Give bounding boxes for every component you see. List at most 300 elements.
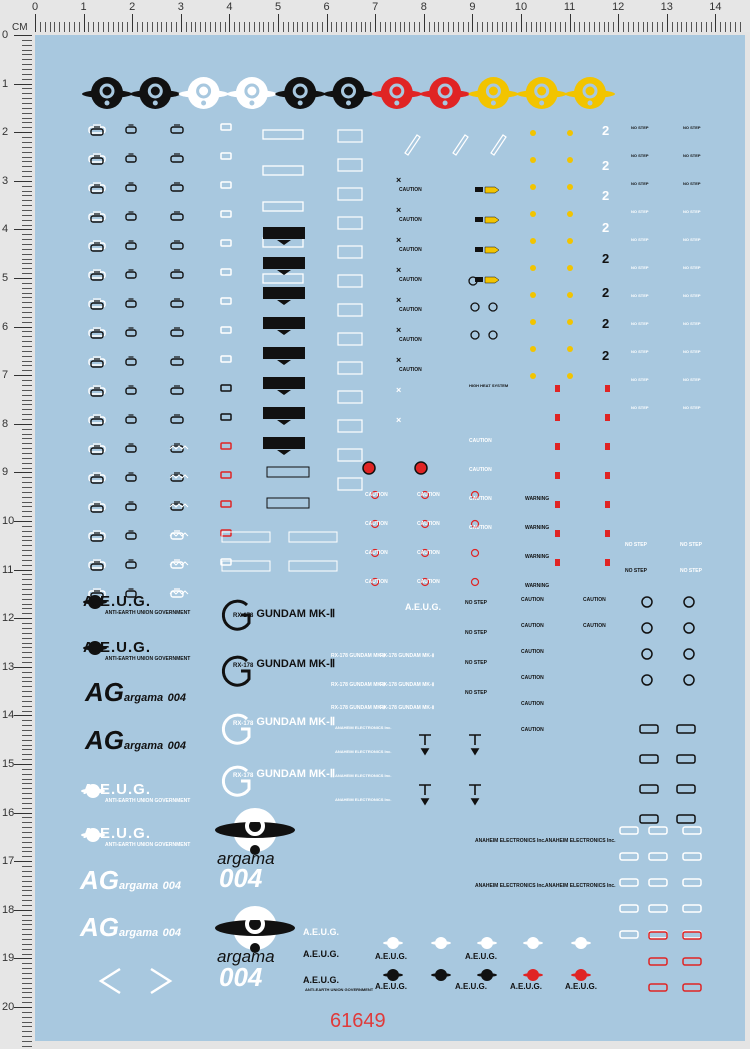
ruler-tick bbox=[414, 22, 415, 32]
ruler-tick bbox=[22, 720, 32, 721]
vent-arrow bbox=[277, 450, 291, 455]
decal-label: CAUTION bbox=[417, 492, 440, 498]
ruler-tick bbox=[22, 322, 32, 323]
ruler-number-left: 19 bbox=[2, 952, 15, 965]
decal-label: A.E.U.G. bbox=[375, 982, 408, 991]
ruler-tick bbox=[502, 22, 503, 32]
aeug-emblem-dot bbox=[249, 101, 254, 106]
ruler-number-left: 2 bbox=[2, 126, 9, 139]
decal-label: NO STEP bbox=[631, 181, 649, 186]
ruler-tick bbox=[239, 22, 240, 32]
ruler-tick bbox=[22, 526, 32, 527]
ruler-tick bbox=[22, 487, 32, 488]
ruler-tick bbox=[98, 22, 99, 32]
link-decal bbox=[677, 785, 695, 793]
ruler-tick bbox=[400, 22, 401, 32]
decal-label: CAUTION bbox=[365, 550, 388, 556]
link-decal-white bbox=[620, 853, 638, 860]
ruler-tick bbox=[22, 506, 32, 507]
ruler-tick bbox=[657, 22, 658, 32]
yellow-mark bbox=[530, 265, 536, 271]
decal-label: A.E.U.G. bbox=[510, 982, 543, 991]
ruler-tick bbox=[22, 594, 32, 595]
vent-arrow bbox=[277, 330, 291, 335]
ruler-tick bbox=[22, 1017, 32, 1018]
ruler-tick bbox=[22, 468, 32, 469]
ruler-tick bbox=[22, 769, 32, 770]
x-marker: × bbox=[396, 205, 402, 215]
ruler-tick bbox=[14, 132, 32, 133]
vent-decal-black bbox=[263, 257, 305, 269]
aeug-small-emblem-wing bbox=[383, 941, 403, 945]
ruler-tick bbox=[22, 555, 32, 556]
ruler-tick bbox=[22, 881, 32, 882]
ruler-tick bbox=[22, 395, 32, 396]
marking-decal bbox=[221, 501, 231, 507]
marking-decal bbox=[221, 124, 231, 130]
product-code: 61649 bbox=[330, 1010, 386, 1032]
ruler-tick bbox=[22, 817, 32, 818]
ruler-tick bbox=[14, 910, 32, 911]
marking-decal bbox=[126, 388, 136, 394]
yellow-mark bbox=[567, 211, 573, 217]
ruler-tick bbox=[22, 443, 32, 444]
decal-label: NO STEP bbox=[631, 377, 649, 382]
ruler-tick bbox=[122, 22, 123, 32]
ruler-tick bbox=[22, 871, 32, 872]
ruler-tick bbox=[22, 701, 32, 702]
argama-number-2: 004 bbox=[219, 962, 263, 992]
argama-logo-white-1: AGargama 004 bbox=[80, 865, 181, 895]
ruler-tick bbox=[22, 186, 32, 187]
ruler-number-left: 13 bbox=[2, 660, 15, 673]
marking-decal bbox=[126, 127, 136, 133]
decal-label: RX-178 GUNDAM MK-Ⅱ bbox=[331, 682, 386, 688]
yellow-mark bbox=[530, 319, 536, 325]
ruler-tick bbox=[132, 14, 133, 32]
x-marker: × bbox=[396, 235, 402, 245]
marking-decal bbox=[126, 446, 136, 452]
ruler-tick bbox=[506, 22, 507, 32]
ruler-tick bbox=[327, 14, 328, 32]
ruler-tick bbox=[536, 22, 537, 32]
marking-decal bbox=[171, 214, 183, 220]
ruler-tick bbox=[594, 22, 595, 32]
yellow-mark bbox=[567, 346, 573, 352]
ruler-tick bbox=[93, 22, 94, 32]
marking-decal bbox=[91, 332, 103, 338]
yellow-mark bbox=[567, 319, 573, 325]
marking-decal bbox=[221, 298, 231, 304]
link-decal-red bbox=[649, 958, 667, 965]
marking-decal bbox=[91, 506, 103, 512]
decal-sheet bbox=[35, 35, 745, 1041]
ruler-tick bbox=[22, 599, 32, 600]
ruler-tick bbox=[244, 22, 245, 32]
yellow-mark bbox=[530, 238, 536, 244]
ruler-tick bbox=[643, 22, 644, 32]
ruler-tick bbox=[283, 22, 284, 32]
decal-label: NO STEP bbox=[631, 321, 649, 326]
ruler-tick bbox=[22, 623, 32, 624]
ruler-tick bbox=[448, 22, 449, 32]
ruler-tick bbox=[22, 633, 32, 634]
ruler-tick bbox=[22, 540, 32, 541]
vent-decal-black bbox=[263, 407, 305, 419]
ruler-tick bbox=[278, 14, 279, 32]
ruler-tick bbox=[735, 22, 736, 32]
ruler-tick bbox=[565, 22, 566, 32]
ruler-tick bbox=[322, 22, 323, 32]
decal-label: NO STEP bbox=[465, 630, 487, 636]
decal-label: CAUTION bbox=[583, 597, 606, 603]
ruler-tick bbox=[22, 915, 32, 916]
ruler-tick bbox=[681, 22, 682, 32]
ruler-tick bbox=[22, 531, 32, 532]
null-icon bbox=[684, 597, 694, 607]
null-icon bbox=[642, 597, 652, 607]
yellow-mark bbox=[567, 130, 573, 136]
ruler-tick bbox=[341, 22, 342, 32]
marking-decal bbox=[171, 301, 183, 307]
link-decal-white bbox=[683, 879, 701, 886]
ruler-tick bbox=[108, 22, 109, 32]
ruler-tick bbox=[288, 22, 289, 32]
arrow-decal bbox=[475, 187, 483, 192]
ruler-number-left: 15 bbox=[2, 758, 15, 770]
ruler-tick bbox=[540, 22, 541, 32]
ruler-tick bbox=[22, 613, 32, 614]
ruler-tick bbox=[22, 414, 32, 415]
link-decal-white bbox=[649, 905, 667, 912]
ruler-tick bbox=[482, 22, 483, 32]
vent-decal-black bbox=[263, 437, 305, 449]
ruler-tick bbox=[215, 22, 216, 32]
ruler-tick bbox=[22, 929, 32, 930]
ruler-tick bbox=[633, 22, 634, 32]
arrow-decal bbox=[485, 277, 499, 283]
ruler-tick bbox=[22, 297, 32, 298]
red-bracket bbox=[555, 443, 560, 450]
ruler-tick bbox=[22, 103, 32, 104]
vent-arrow bbox=[277, 240, 291, 245]
ruler-tick bbox=[361, 22, 362, 32]
ruler-tick bbox=[249, 22, 250, 32]
ruler-number-left: 3 bbox=[2, 174, 9, 187]
ruler-tick bbox=[22, 774, 32, 775]
decal-label: CAUTION bbox=[469, 525, 492, 531]
decal-label: RX-178 GUNDAM MK-Ⅱ bbox=[380, 705, 435, 711]
vent-decal-black bbox=[263, 287, 305, 299]
ruler-tick bbox=[463, 22, 464, 32]
ruler-tick bbox=[293, 22, 294, 32]
ruler-tick bbox=[22, 351, 32, 352]
ruler-tick bbox=[22, 191, 32, 192]
x-marker: × bbox=[396, 295, 402, 305]
marking-decal bbox=[91, 303, 103, 309]
marking-decal bbox=[171, 272, 183, 278]
ruler-tick bbox=[14, 181, 32, 182]
ruler-tick bbox=[375, 14, 376, 32]
aeug-emblem-dot bbox=[201, 101, 206, 106]
ruler-tick bbox=[22, 677, 32, 678]
ruler-tick bbox=[88, 22, 89, 32]
marking-decal bbox=[91, 216, 103, 222]
argama-word-1: argama bbox=[217, 849, 275, 868]
ruler-tick bbox=[22, 574, 32, 575]
link-decal bbox=[640, 725, 658, 733]
marking-decal bbox=[221, 385, 231, 391]
ruler-tick bbox=[22, 895, 32, 896]
decal-label: A.E.U.G. bbox=[303, 975, 340, 985]
ruler-tick bbox=[157, 22, 158, 32]
ruler-tick bbox=[22, 69, 32, 70]
yellow-mark bbox=[567, 184, 573, 190]
vent-arrow bbox=[277, 300, 291, 305]
marking-decal bbox=[126, 330, 136, 336]
ruler-tick bbox=[380, 22, 381, 32]
ruler-tick bbox=[22, 98, 32, 99]
ruler-tick bbox=[419, 22, 420, 32]
ruler-tick bbox=[14, 667, 32, 668]
ruler-tick bbox=[22, 711, 32, 712]
bracket-arrow bbox=[419, 735, 431, 754]
ruler-tick bbox=[22, 385, 32, 386]
ruler-tick bbox=[14, 570, 32, 571]
decal-label: NO STEP bbox=[631, 349, 649, 354]
ruler-tick bbox=[229, 14, 230, 32]
decal-label: CAUTION bbox=[399, 367, 422, 373]
decal-label: A.E.U.G. bbox=[405, 602, 442, 612]
ruler-number-top: 9 bbox=[469, 1, 476, 13]
ruler-tick bbox=[22, 259, 32, 260]
marking-decal bbox=[126, 185, 136, 191]
decal-label: ANAHEIM ELECTRONICS Inc. bbox=[475, 883, 546, 889]
ruler-tick bbox=[40, 22, 41, 32]
ruler-tick bbox=[22, 949, 32, 950]
red-bracket bbox=[555, 530, 560, 537]
ruler-tick bbox=[22, 157, 32, 158]
ruler-tick bbox=[22, 1046, 32, 1047]
marking-decal bbox=[171, 417, 183, 423]
decal-label: CAUTION bbox=[469, 438, 492, 444]
decal-label: CAUTION bbox=[399, 217, 422, 223]
decal-label: ANAHEIM ELECTRONICS Inc. bbox=[545, 883, 616, 889]
decal-label: NO STEP bbox=[631, 209, 649, 214]
ruler-tick bbox=[511, 22, 512, 32]
bracket-arrow bbox=[469, 785, 481, 804]
ruler-tick bbox=[205, 22, 206, 32]
ruler-tick bbox=[22, 798, 32, 799]
marking-decal bbox=[91, 419, 103, 425]
ruler-tick bbox=[608, 22, 609, 32]
ruler-tick bbox=[22, 793, 32, 794]
ruler-tick bbox=[604, 22, 605, 32]
ruler-tick bbox=[297, 22, 298, 32]
ruler-tick bbox=[22, 152, 32, 153]
red-bracket bbox=[555, 414, 560, 421]
ruler-tick bbox=[22, 205, 32, 206]
ruler-tick bbox=[22, 409, 32, 410]
vent-decal bbox=[263, 130, 303, 139]
marking-decal bbox=[91, 129, 103, 135]
marking-decal bbox=[221, 472, 231, 478]
ruler-tick bbox=[14, 958, 32, 959]
ruler-tick bbox=[14, 84, 32, 85]
marking-decal bbox=[171, 330, 183, 336]
ruler-tick bbox=[22, 108, 32, 109]
gundam-mk2-white-1: RX-178 GUNDAM MK-Ⅱ bbox=[233, 716, 336, 728]
decal-label: ANAHEIM ELECTRONICS Inc. bbox=[335, 749, 392, 754]
marking-decal bbox=[91, 158, 103, 164]
ruler-tick bbox=[701, 22, 702, 32]
ruler-tick bbox=[22, 273, 32, 274]
ruler-tick bbox=[22, 788, 32, 789]
ruler-tick bbox=[14, 229, 32, 230]
red-bracket bbox=[605, 530, 610, 537]
plate-decal-white bbox=[222, 561, 270, 571]
ruler-number-top: 1 bbox=[80, 1, 87, 13]
ruler-tick bbox=[22, 370, 32, 371]
spring-decal bbox=[170, 504, 188, 507]
ruler-tick bbox=[560, 22, 561, 32]
argama-logo-black-2: AGargama 004 bbox=[85, 725, 186, 755]
link-decal-red bbox=[683, 958, 701, 965]
ruler-tick bbox=[468, 22, 469, 32]
ruler-tick bbox=[22, 686, 32, 687]
x-marker: × bbox=[396, 385, 402, 395]
marking-decal bbox=[171, 388, 183, 394]
vent-decal bbox=[263, 274, 303, 283]
ruler-tick bbox=[22, 516, 32, 517]
decal-label: NO STEP bbox=[683, 321, 701, 326]
ruler-tick bbox=[22, 511, 32, 512]
recycle-icon bbox=[471, 331, 479, 339]
link-decal bbox=[677, 815, 695, 823]
ruler-tick bbox=[268, 22, 269, 32]
ruler-tick bbox=[147, 22, 148, 32]
number-two: 2 bbox=[602, 348, 610, 363]
decal-label: NO STEP bbox=[683, 377, 701, 382]
marking-decal bbox=[91, 564, 103, 570]
decal-label: RX-178 GUNDAM MK-Ⅱ bbox=[380, 682, 435, 688]
vent-decal-black bbox=[263, 377, 305, 389]
ruler-tick bbox=[677, 22, 678, 32]
red-bracket bbox=[605, 385, 610, 392]
decal-label: NO STEP bbox=[631, 237, 649, 242]
decal-label: NO STEP bbox=[683, 153, 701, 158]
link-decal bbox=[640, 755, 658, 763]
ruler-tick bbox=[176, 22, 177, 32]
decal-label: NO STEP bbox=[465, 600, 487, 606]
ruler-tick bbox=[171, 22, 172, 32]
decal-label: NO STEP bbox=[625, 542, 647, 548]
link-decal-red bbox=[649, 984, 667, 991]
ruler-tick bbox=[22, 696, 32, 697]
marking-decal bbox=[221, 327, 231, 333]
ruler-tick bbox=[22, 1031, 32, 1032]
ruler-tick bbox=[22, 64, 32, 65]
ruler-number-top: 4 bbox=[226, 1, 233, 13]
ruler-tick bbox=[22, 1012, 32, 1013]
ruler-tick bbox=[22, 832, 32, 833]
red-bracket bbox=[605, 414, 610, 421]
decal-label: NO STEP bbox=[683, 209, 701, 214]
ruler-tick bbox=[22, 254, 32, 255]
ruler-number-left: 7 bbox=[2, 369, 9, 382]
ruler-unit: CM bbox=[12, 22, 28, 33]
ruler-tick bbox=[152, 22, 153, 32]
ruler-number-left: 14 bbox=[2, 709, 15, 722]
ruler-tick bbox=[22, 502, 32, 503]
plate-decal-white bbox=[289, 532, 337, 542]
ruler-tick bbox=[22, 419, 32, 420]
aeug-emblem-dot bbox=[346, 101, 351, 106]
marking-decal bbox=[126, 301, 136, 307]
decal-label: CAUTION bbox=[469, 496, 492, 502]
ruler-tick bbox=[574, 22, 575, 32]
arrow-decal bbox=[485, 247, 499, 253]
ruler-tick bbox=[385, 22, 386, 32]
marking-decal bbox=[126, 359, 136, 365]
ruler-tick bbox=[22, 1022, 32, 1023]
ruler-tick bbox=[22, 161, 32, 162]
marking-decal bbox=[126, 417, 136, 423]
ruler-tick bbox=[22, 263, 32, 264]
ruler-tick bbox=[84, 14, 85, 32]
ruler-tick bbox=[186, 22, 187, 32]
ruler-tick bbox=[59, 22, 60, 32]
ruler-tick bbox=[370, 22, 371, 32]
ruler-tick bbox=[22, 220, 32, 221]
marking-decal bbox=[221, 414, 231, 420]
ruler-number-top: 11 bbox=[563, 1, 576, 13]
ruler-tick bbox=[22, 652, 32, 653]
ruler-tick bbox=[225, 22, 226, 32]
pencil-icon bbox=[405, 135, 420, 155]
decal-label: A.E.U.G. bbox=[303, 927, 340, 937]
red-bracket bbox=[605, 472, 610, 479]
ruler-tick bbox=[550, 22, 551, 32]
red-bracket bbox=[555, 501, 560, 508]
ruler-tick bbox=[686, 22, 687, 32]
ruler-tick bbox=[472, 14, 473, 32]
decal-label: CAUTION bbox=[521, 597, 544, 603]
decal-label: NO STEP bbox=[631, 405, 649, 410]
ruler-tick bbox=[14, 521, 32, 522]
ruler-tick bbox=[331, 22, 332, 32]
aeug-emblem-dot bbox=[588, 101, 593, 106]
ruler-tick bbox=[22, 740, 32, 741]
link-decal-red bbox=[683, 984, 701, 991]
yellow-mark bbox=[530, 157, 536, 163]
marking-decal bbox=[221, 153, 231, 159]
aeug-small-emblem-wing bbox=[431, 941, 451, 945]
ruler-tick bbox=[715, 14, 716, 32]
number-two: 2 bbox=[602, 251, 610, 266]
recycle-icon bbox=[489, 331, 497, 339]
marking-decal bbox=[91, 245, 103, 251]
decal-label: CAUTION bbox=[399, 277, 422, 283]
ruler-tick bbox=[22, 628, 32, 629]
vent-decal-black bbox=[263, 227, 305, 239]
ruler-tick bbox=[22, 137, 32, 138]
ruler-tick bbox=[210, 22, 211, 32]
vent-arrow bbox=[277, 420, 291, 425]
ruler-tick bbox=[22, 545, 32, 546]
aeug-logo-white-2: A.E.U.G. ANTI-EARTH UNION GOVERNMENT bbox=[83, 825, 191, 848]
ruler-number-left: 16 bbox=[2, 806, 15, 819]
